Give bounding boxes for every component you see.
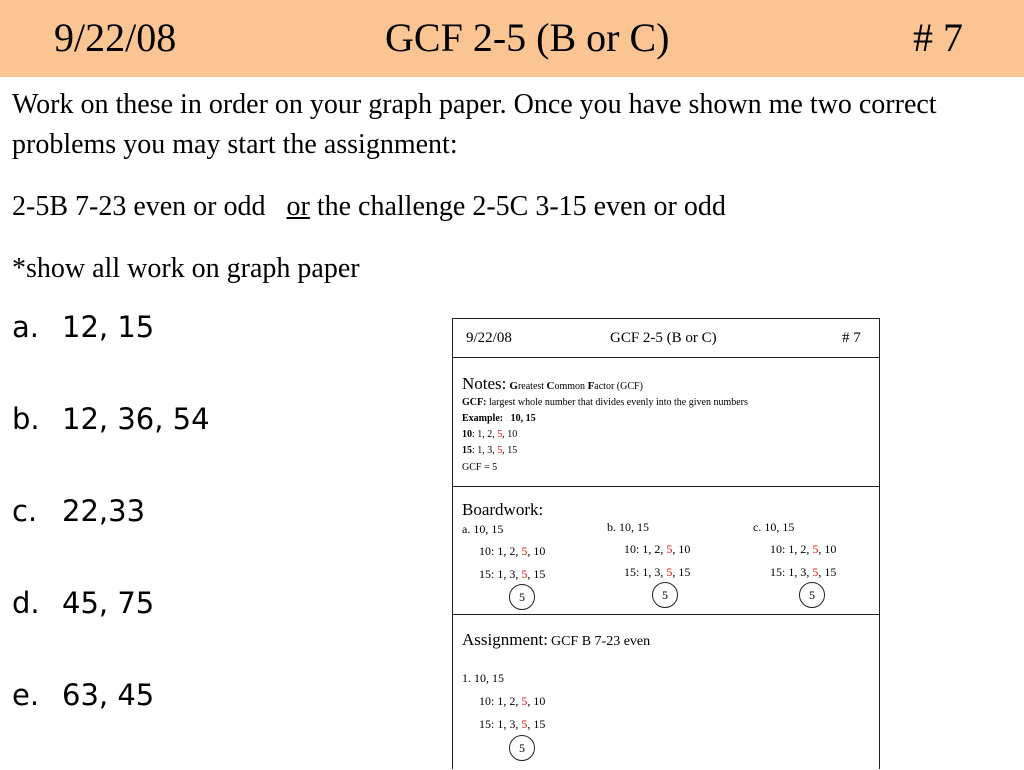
- factors-10: 10: 1, 2, 5, 10: [462, 429, 518, 440]
- boardwork-b-answer: 5: [652, 582, 678, 608]
- option-standard: 2-5B 7-23 even or odd: [12, 191, 266, 222]
- boardwork-a-factors-15: 15: 1, 3, 5, 15: [479, 567, 546, 581]
- item-letter: b.: [12, 402, 40, 436]
- boardwork-c-factors-10: 10: 1, 2, 5, 10: [770, 542, 837, 556]
- item-letter: c.: [12, 494, 38, 528]
- header-date: 9/22/08: [54, 15, 177, 60]
- notes-heading: Notes: Greatest Common Factor (GCF): [462, 374, 643, 393]
- gcf-result: GCF = 5: [462, 462, 498, 473]
- item-letter: d.: [12, 586, 40, 620]
- work-note: *show all work on graph paper: [12, 253, 360, 284]
- boardwork-c-title: c. 10, 15: [753, 520, 795, 534]
- assignment-heading: [462, 629, 650, 651]
- item-letter: a.: [12, 310, 39, 344]
- assignment-detail: GCF B 7-23 even: [550, 634, 651, 649]
- boardwork-a-answer: 5: [509, 584, 535, 610]
- title-bar: [0, 0, 1024, 77]
- assignment-factors-10: 10: 1, 2, 5, 10: [479, 694, 546, 708]
- boardwork-label: Boardwork:: [462, 500, 544, 519]
- sheet-header: [453, 319, 879, 358]
- boardwork-section: [453, 487, 879, 615]
- notes-label: Notes:: [462, 374, 507, 393]
- assignment-item: 1. 10, 15: [462, 671, 504, 685]
- factors-15: 15: 1, 3, 5, 15: [462, 445, 518, 456]
- notes-section: [453, 358, 879, 487]
- assignment-answer: 5: [509, 735, 535, 761]
- item-value: 12, 15: [62, 310, 155, 344]
- sheet-title: GCF 2-5 (B or C): [610, 330, 717, 346]
- header-number: # 7: [913, 15, 963, 60]
- boardwork-b-title: b. 10, 15: [607, 520, 649, 534]
- header-title: GCF 2-5 (B or C): [385, 15, 670, 60]
- assignment-factors-15: 15: 1, 3, 5, 15: [479, 717, 546, 731]
- example-line: Example: 10, 15: [462, 413, 536, 424]
- boardwork-a-title: a. 10, 15: [462, 522, 504, 536]
- boardwork-c-factors-15: 15: 1, 3, 5, 15: [770, 565, 837, 579]
- option-challenge: the challenge 2-5C 3-15 even or odd: [316, 191, 726, 222]
- notes-sheet: [452, 318, 880, 769]
- sheet-date: 9/22/08: [466, 330, 512, 346]
- or-word: or: [286, 191, 310, 222]
- item-value: 45, 75: [62, 586, 155, 620]
- gcf-definition: GCF: largest whole number that divides evenly into the given numbers: [462, 397, 748, 408]
- boardwork-c-answer: 5: [799, 582, 825, 608]
- sheet-number: # 7: [842, 330, 861, 346]
- boardwork-a-factors-10: 10: 1, 2, 5, 10: [479, 544, 546, 558]
- assignment-options: [12, 187, 1012, 227]
- item-value: 63, 45: [62, 678, 155, 712]
- instruction-text: Work on these in order on your graph paper. Once you have shown me two correct problems you may start the assignment:: [12, 89, 937, 160]
- item-value: 22,33: [62, 494, 146, 528]
- boardwork-b-factors-15: 15: 1, 3, 5, 15: [624, 565, 691, 579]
- item-letter: e.: [12, 678, 40, 712]
- assignment-section: [453, 615, 879, 769]
- boardwork-b-factors-10: 10: 1, 2, 5, 10: [624, 542, 691, 556]
- assignment-label: Assignment:: [462, 630, 548, 649]
- item-value: 12, 36, 54: [62, 402, 210, 436]
